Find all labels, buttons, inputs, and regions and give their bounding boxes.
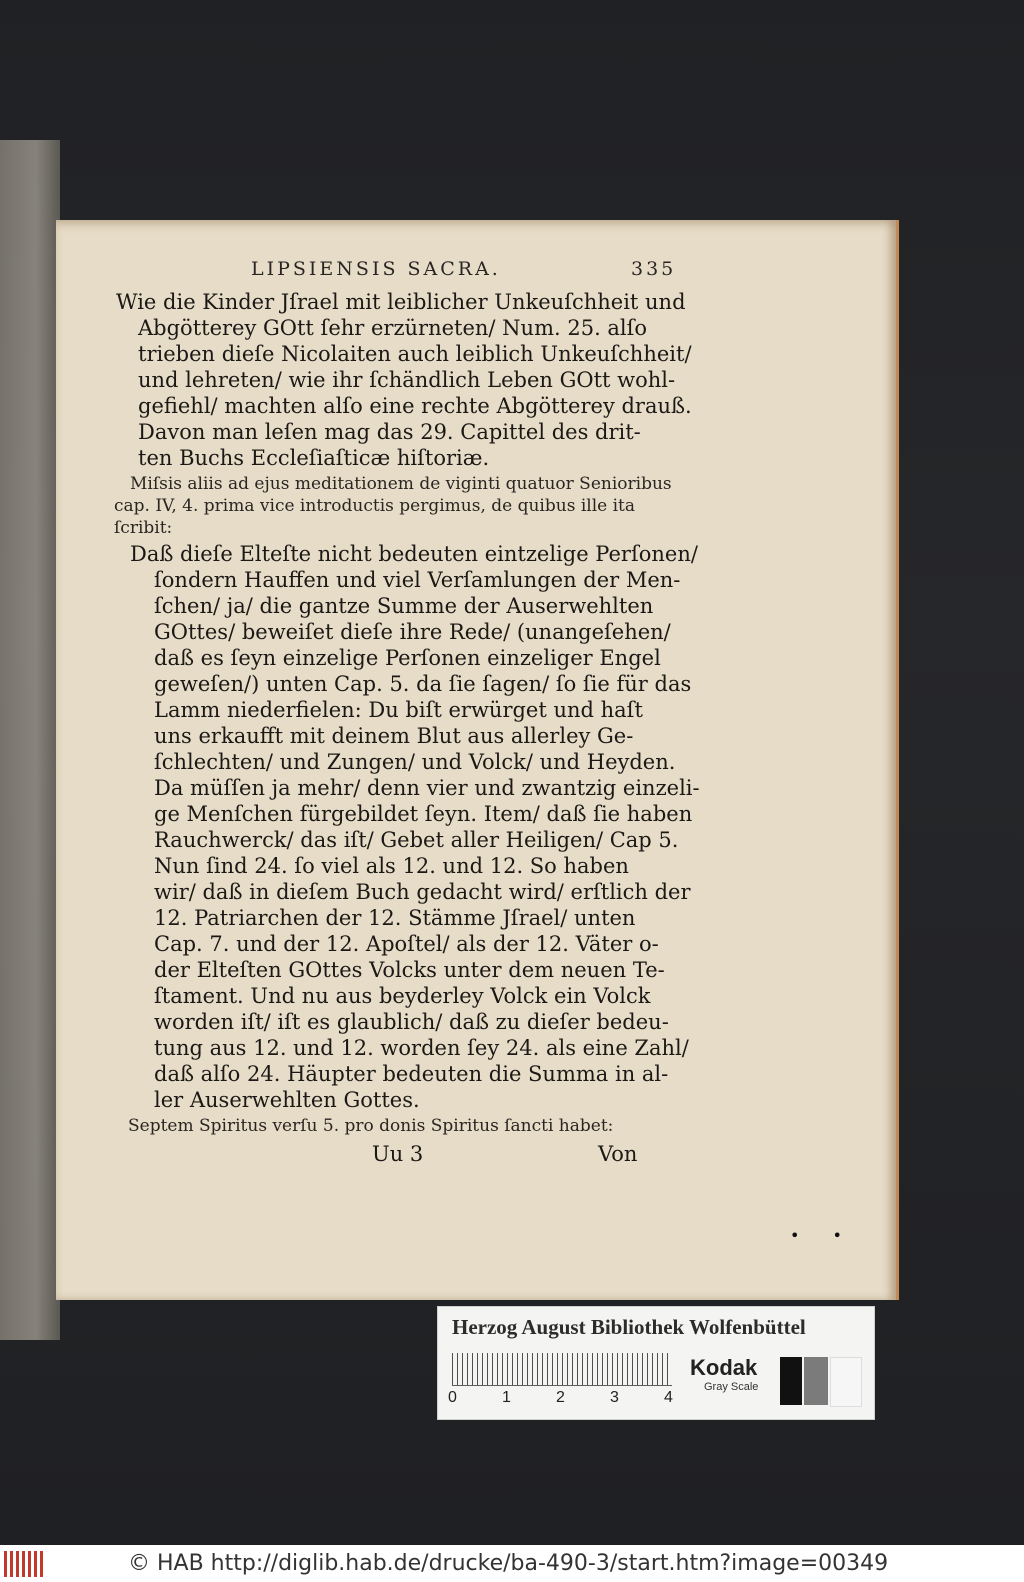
text-line: geweſen/) unten Cap. 5. da ſie ſagen/ ſo ſie für das — [154, 672, 692, 696]
text-line: ge Menſchen fürgebildet ſeyn. Item/ daß ſie haben — [154, 802, 693, 826]
scale-number: 2 — [556, 1389, 565, 1406]
catchword: Von — [598, 1142, 638, 1166]
text-line: Rauchwerck/ das iſt/ Gebet aller Heiligen/ Cap 5. — [154, 828, 679, 852]
white-swatch — [830, 1357, 862, 1407]
text-line: Lamm niederfielen: Du biſt erwürget und haſt — [154, 698, 643, 722]
text-line: Septem Spiritus verſu 5. pro donis Spiritus ſancti habet: — [128, 1116, 614, 1136]
text-line: Abgötterey GOtt ſehr erzürneten/ Num. 25. alſo — [138, 316, 648, 340]
text-line: Wie die Kinder Jſrael mit leiblicher Unkeuſchheit und — [116, 290, 686, 314]
text-line: Daß dieſe Elteſte nicht bedeuten eintzelige Perſonen/ — [130, 542, 698, 566]
text-line: wir/ daß in dieſem Buch gedacht wird/ erſtlich der — [154, 880, 691, 904]
text-line: ſondern Hauffen und viel Verſamlungen der Men- — [154, 568, 681, 592]
kodak-brand: Kodak — [690, 1355, 758, 1380]
text-line: daß alſo 24. Häupter bedeuten die Summa in al- — [154, 1062, 669, 1086]
scale-ruler — [452, 1353, 672, 1386]
card-title: Herzog August Bibliothek Wolfenbüttel — [452, 1315, 806, 1339]
running-head-title: LIPSIENSIS SACRA. — [251, 258, 501, 280]
text-line: Nun ſind 24. ſo viel als 12. und 12. So haben — [154, 854, 629, 878]
text-line: GOttes/ beweiſet dieſe ihre Rede/ (unangeſehen/ — [154, 620, 671, 644]
text-line: 12. Patriarchen der 12. Stämme Jſrael/ unten — [154, 906, 636, 930]
text-line: Davon man leſen mag das 29. Capittel des drit- — [138, 420, 641, 444]
text-line: ſchlechten/ und Zungen/ und Volck/ und Heyden. — [154, 750, 676, 774]
text-line: ſcribit: — [114, 518, 173, 538]
page-number: 335 — [631, 258, 677, 280]
gray-swatch — [804, 1357, 828, 1405]
text-line: ler Auserwehlten Gottes. — [154, 1088, 420, 1112]
text-line: Cap. 7. und der 12. Apoſtel/ als der 12. Väter o- — [154, 932, 659, 956]
text-line: cap. IV, 4. prima vice introductis pergimus, de quibus ille ita — [114, 496, 635, 516]
gray-scale-label: Gray Scale — [704, 1381, 759, 1393]
text-line: Da müſſen ja mehr/ denn vier und zwantzig einzeli- — [154, 776, 700, 800]
text-line: Miſsis aliis ad ejus meditationem de viginti quatuor Senioribus — [130, 474, 672, 494]
signature-mark: Uu 3 — [372, 1142, 424, 1166]
color-target-card — [437, 1306, 875, 1420]
text-line: gefiehl/ machten alſo eine rechte Abgötterey drauß. — [138, 394, 692, 418]
scale-number: 4 — [664, 1389, 673, 1406]
hab-logo-icon — [4, 1551, 44, 1577]
text-line: tung aus 12. und 12. worden ſey 24. als eine Zahl/ — [154, 1036, 689, 1060]
black-swatch — [780, 1357, 802, 1405]
copyright-url[interactable]: © HAB http://diglib.hab.de/drucke/ba-490-3/start.htm?image=00349 — [128, 1551, 889, 1576]
ink-specks: • • — [790, 1226, 856, 1245]
left-page-edge — [0, 140, 60, 1340]
text-line: ſchen/ ja/ die gantze Summe der Auserwehlten — [154, 594, 654, 618]
text-line: daß es ſeyn einzelige Perſonen einzeliger Engel — [154, 646, 661, 670]
book-page — [56, 220, 899, 1300]
text-line: worden iſt/ iſt es glaublich/ daß zu dieſer bedeu- — [154, 1010, 669, 1034]
scale-number: 3 — [610, 1389, 619, 1406]
text-line: uns erkaufft mit deinem Blut aus allerley Ge- — [154, 724, 634, 748]
scale-number: 0 — [448, 1389, 457, 1406]
text-line: trieben dieſe Nicolaiten auch leiblich Unkeuſchheit/ — [138, 342, 692, 366]
status-bar — [0, 1545, 1024, 1582]
text-line: und lehreten/ wie ihr ſchändlich Leben GOtt wohl- — [138, 368, 676, 392]
scale-number: 1 — [502, 1389, 511, 1406]
text-line: der Elteſten GOttes Volcks unter dem neuen Te- — [154, 958, 665, 982]
scale-numbers — [448, 1389, 688, 1409]
text-line: ſtament. Und nu aus beyderley Volck ein Volck — [154, 984, 651, 1008]
text-line: ten Buchs Eccleſiaſticæ hiſtoriæ. — [138, 446, 490, 470]
